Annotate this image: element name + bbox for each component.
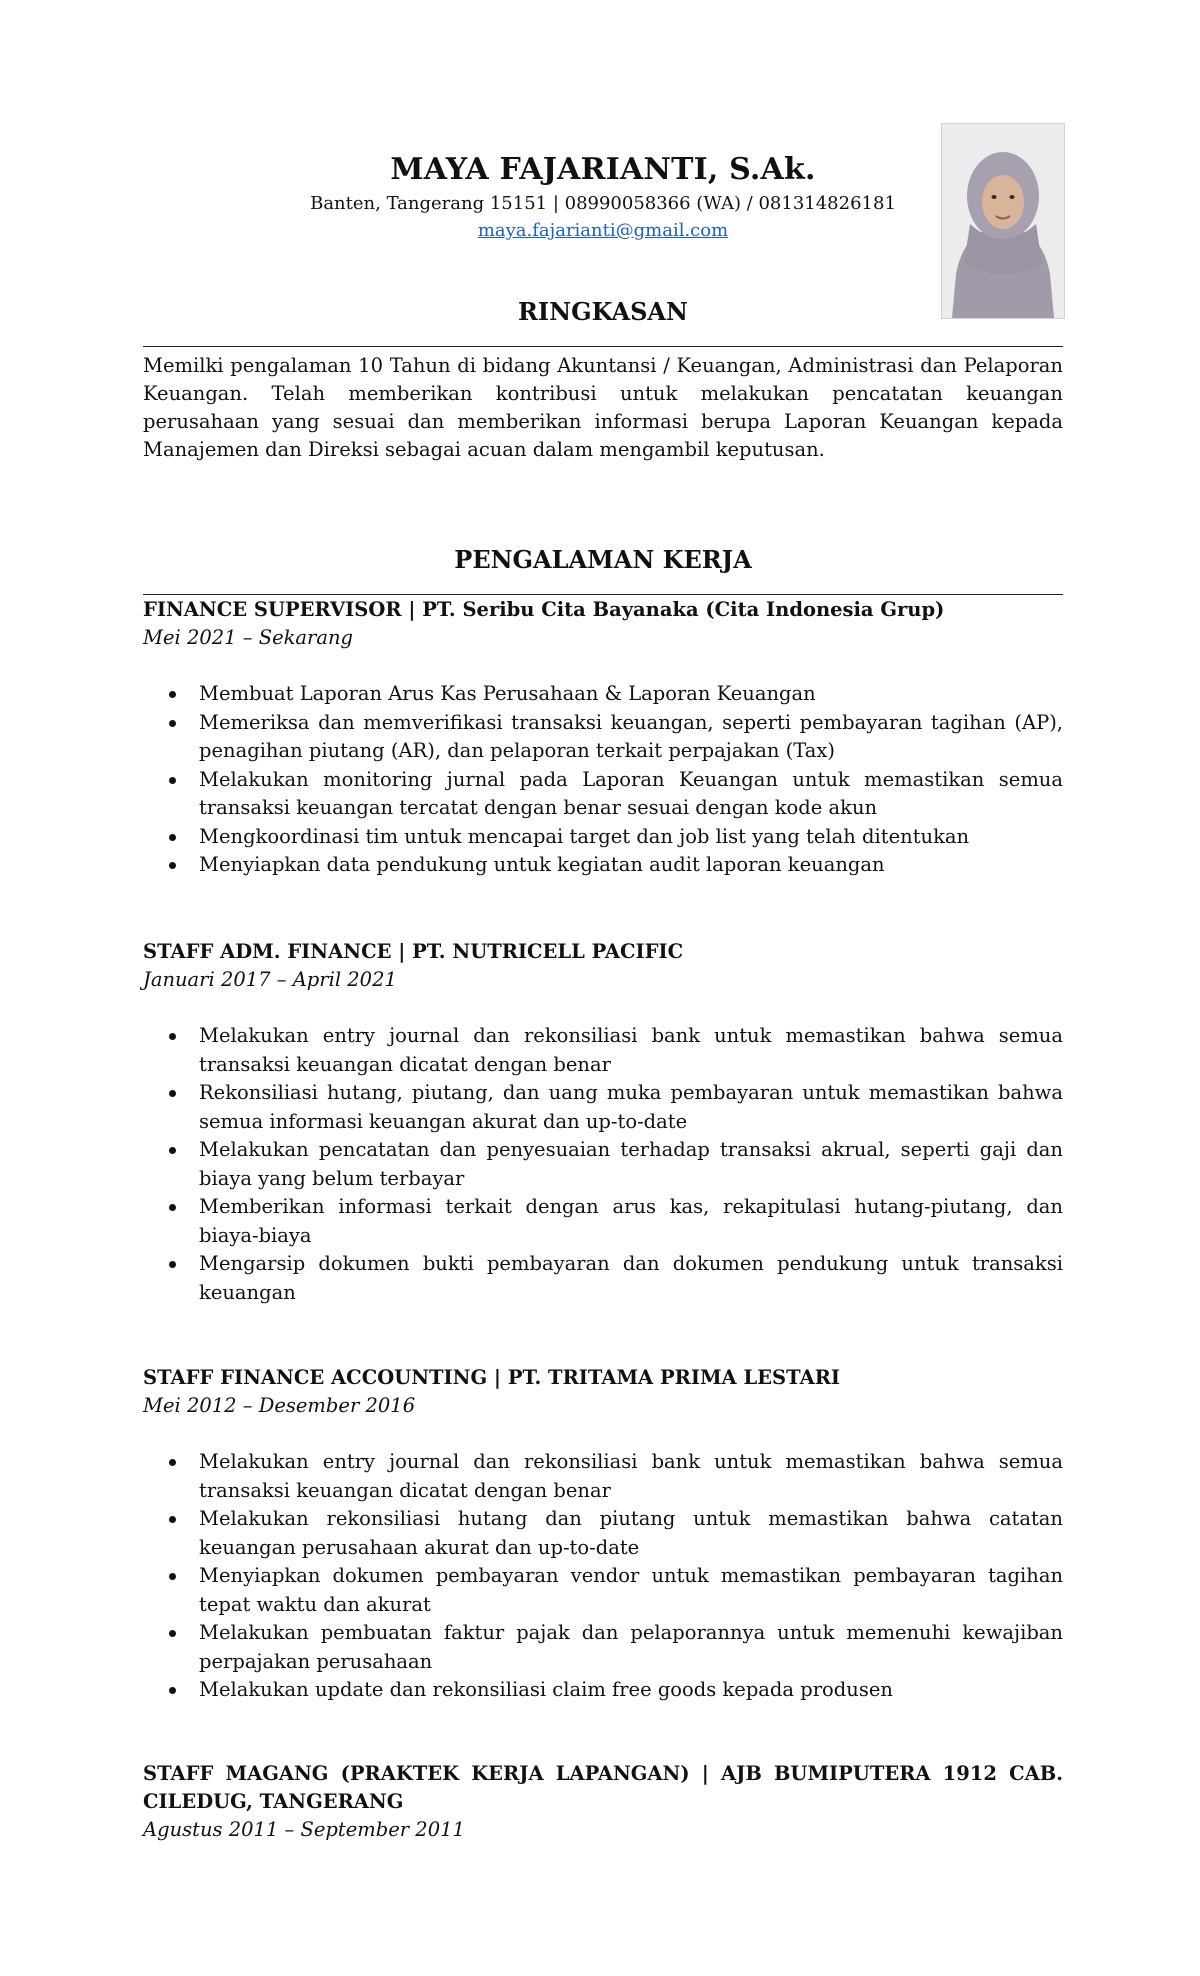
list-item: Memeriksa dan memverifikasi transaksi keuangan, seperti pembayaran tagihan (AP), penagihan piutang (AR), dan pelaporan terkait perpajakan (Tax) [143,709,1063,766]
job-duties-list [143,680,1063,880]
experience-heading: PENGALAMAN KERJA [454,545,752,574]
list-item: Melakukan update dan rekonsiliasi claim free goods kepada produsen [143,1676,1063,1705]
list-item: Membuat Laporan Arus Kas Perusahaan & Laporan Keuangan [143,680,1063,709]
job-title: FINANCE SUPERVISOR | PT. Seribu Cita Bayanaka (Cita Indonesia Grup) [143,598,945,621]
bullet-icon [169,691,176,698]
job-date: Januari 2017 – April 2021 [143,968,397,991]
bullet-icon [169,1261,176,1268]
bullet-icon [169,1459,176,1466]
list-item: Melakukan entry journal dan rekonsiliasi bank untuk memastikan bahwa semua transaksi keuangan dicatat dengan benar [143,1022,1063,1079]
bullet-icon [169,834,176,841]
list-item: Rekonsiliasi hutang, piutang, dan uang muka pembayaran untuk memastikan bahwa semua informasi keuangan akurat dan up-to-date [143,1079,1063,1136]
contact-info: Banten, Tangerang 15151 | 08990058366 (WA) / 081314826181 [310,193,896,214]
list-item: Mengarsip dokumen bukti pembayaran dan dokumen pendukung untuk transaksi keuangan [143,1250,1063,1307]
profile-photo [941,123,1065,319]
person-portrait-icon [942,124,1064,318]
experience-divider [143,594,1063,595]
list-item: Mengkoordinasi tim untuk mencapai target dan job list yang telah ditentukan [143,823,1063,852]
job-date: Mei 2012 – Desember 2016 [143,1394,416,1417]
summary-heading: RINGKASAN [517,297,688,326]
list-item: Melakukan pembuatan faktur pajak dan pelaporannya untuk memenuhi kewajiban perpajakan perusahaan [143,1619,1063,1676]
job-title: STAFF FINANCE ACCOUNTING | PT. TRITAMA PRIMA LESTARI [143,1366,841,1389]
list-item: Melakukan pencatatan dan penyesuaian terhadap transaksi akrual, seperti gaji dan biaya yang belum terbayar [143,1136,1063,1193]
list-item: Melakukan entry journal dan rekonsiliasi bank untuk memastikan bahwa semua transaksi keuangan dicatat dengan benar [143,1448,1063,1505]
bullet-icon [169,1033,176,1040]
bullet-icon [169,777,176,784]
bullet-icon [169,1090,176,1097]
summary-text: Memilki pengalaman 10 Tahun di bidang Akuntansi / Keuangan, Administrasi dan Pelaporan Keuangan. Telah memberikan kontribusi untuk melakukan pencatatan keuangan perusahaan yang sesuai dan memberikan informasi berupa Laporan Keuangan kepada Manajemen dan Direksi sebagai acuan dalam mengambil keputusan. [143,354,1063,461]
summary-divider [143,346,1063,347]
bullet-icon [169,862,176,869]
bullet-icon [169,1687,176,1694]
bullet-icon [169,1516,176,1523]
email-link[interactable]: maya.fajarianti@gmail.com [477,220,729,241]
job-date: Mei 2021 – Sekarang [143,626,354,649]
job-date: Agustus 2011 – September 2011 [143,1818,465,1841]
list-item: Memberikan informasi terkait dengan arus kas, rekapitulasi hutang-piutang, dan biaya-biaya [143,1193,1063,1250]
list-item: Melakukan rekonsiliasi hutang dan piutang untuk memastikan bahwa catatan keuangan perusahaan akurat dan up-to-date [143,1505,1063,1562]
job-title: STAFF MAGANG (PRAKTEK KERJA LAPANGAN) | AJB BUMIPUTERA 1912 CAB. CILEDUG, TANGERANG [143,1762,1063,1813]
bullet-icon [169,1630,176,1637]
list-item: Melakukan monitoring jurnal pada Laporan Keuangan untuk memastikan semua transaksi keuangan tercatat dengan benar sesuai dengan kode akun [143,766,1063,823]
bullet-icon [169,1204,176,1211]
resume-page [143,0,1063,1976]
bullet-icon [169,1573,176,1580]
list-item: Menyiapkan data pendukung untuk kegiatan audit laporan keuangan [143,851,1063,880]
bullet-icon [169,1147,176,1154]
job-title: STAFF ADM. FINANCE | PT. NUTRICELL PACIFIC [143,940,684,963]
resume-header [143,150,1063,244]
job-duties-list [143,1022,1063,1307]
job-duties-list [143,1448,1063,1705]
bullet-icon [169,720,176,727]
list-item: Menyiapkan dokumen pembayaran vendor untuk memastikan pembayaran tagihan tepat waktu dan akurat [143,1562,1063,1619]
candidate-name: MAYA FAJARIANTI, S.Ak. [390,152,816,187]
